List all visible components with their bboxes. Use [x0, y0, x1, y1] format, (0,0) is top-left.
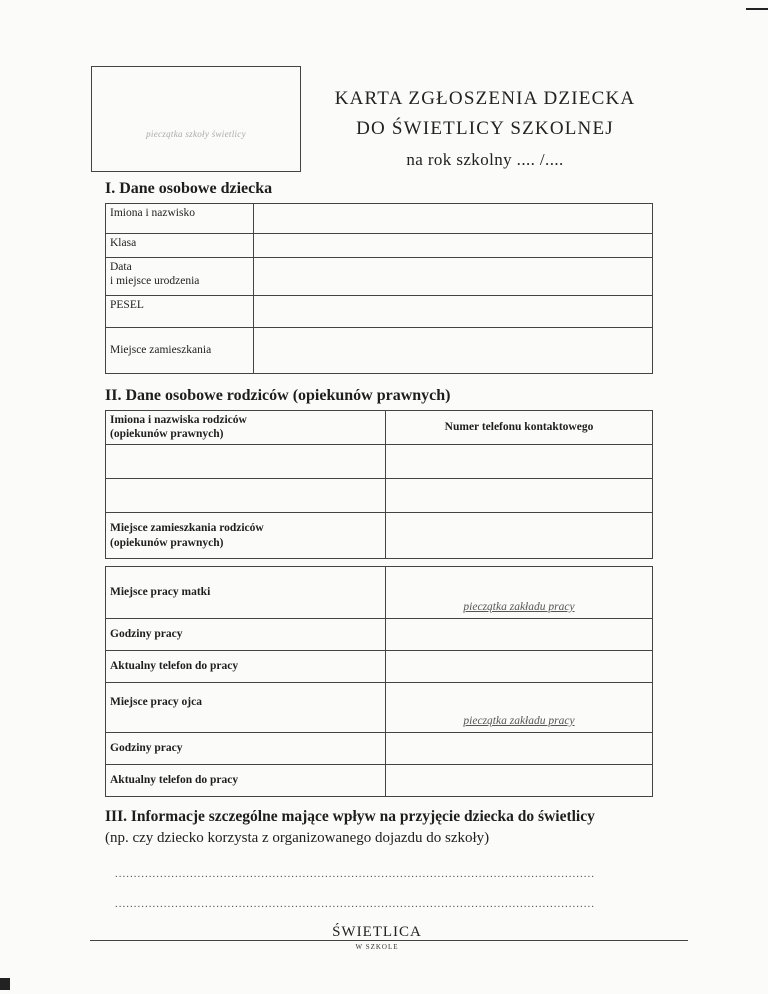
mother-workplace-label: Miejsce pracy matki	[106, 567, 386, 619]
mother-hours-label: Godziny pracy	[106, 619, 386, 651]
mother-phone-field[interactable]	[386, 651, 653, 683]
father-phone-label: Aktualny telefon do pracy	[106, 765, 386, 797]
table-row	[106, 567, 653, 619]
birth-date-label: Data	[110, 261, 132, 273]
table-row	[106, 651, 653, 683]
father-hours-label: Godziny pracy	[106, 733, 386, 765]
mother-phone-label: Aktualny telefon do pracy	[106, 651, 386, 683]
table-row	[106, 733, 653, 765]
row-label	[106, 296, 254, 328]
mother-hours-field[interactable]	[386, 619, 653, 651]
birth-place-label: i miejsce urodzenia	[110, 275, 200, 288]
name-label: Imiona i nazwisko	[110, 207, 195, 219]
notes-line-2[interactable]: ................................................................................................................................	[115, 898, 595, 910]
class-label: Klasa	[110, 237, 137, 249]
section3-subheading: (np. czy dziecko korzysta z organizowanego dojazdu do szkoły)	[105, 830, 490, 846]
footer-stamp-title: ŚWIETLICA	[332, 924, 422, 940]
table-row	[106, 765, 653, 797]
parents-address-line2: (opiekunów prawnych)	[110, 536, 224, 549]
address-field[interactable]	[254, 328, 653, 374]
father-phone-field[interactable]	[386, 765, 653, 797]
table-row	[106, 204, 653, 234]
school-stamp-box	[91, 66, 301, 172]
school-year: na rok szkolny .... /....	[406, 150, 564, 169]
table-row	[106, 296, 653, 328]
scan-edge-mark	[746, 0, 768, 10]
parents-address-label	[106, 513, 386, 559]
names-header-line1: Imiona i nazwiska rodziców	[110, 414, 247, 426]
birth-field[interactable]	[254, 258, 653, 296]
table-row	[106, 513, 653, 559]
form-title-line2: DO ŚWIETLICY SZKOLNEJ	[356, 118, 614, 139]
parent-name-field-2[interactable]	[106, 479, 386, 513]
parents-address-line1: Miejsce zamieszkania rodziców	[110, 522, 264, 535]
table-row	[106, 234, 653, 258]
names-header-line2: (opiekunów prawnych)	[110, 428, 224, 441]
table-row	[106, 258, 653, 296]
name-field[interactable]	[254, 204, 653, 234]
address-label: Miejsce zamieszkania	[110, 344, 212, 357]
row-label	[106, 328, 254, 374]
footer-stamp-subtitle: W SZKOLE	[355, 943, 399, 951]
row-label	[106, 234, 254, 258]
pesel-field[interactable]	[254, 296, 653, 328]
stamp-placeholder: pieczątka szkoły świetlicy	[146, 129, 246, 139]
parent-phone-field-2[interactable]	[386, 479, 653, 513]
parent-name-field-1[interactable]	[106, 445, 386, 479]
child-data-table	[105, 203, 653, 374]
table-row	[106, 411, 653, 445]
table-row	[106, 479, 653, 513]
parents-table	[105, 410, 653, 559]
notes-line-1[interactable]: ................................................................................................................................	[115, 868, 595, 880]
section3-heading: III. Informacje szczególne mające wpływ na przyjęcie dziecka do świetlicy	[105, 808, 595, 825]
parents-address-field[interactable]	[386, 513, 653, 559]
form-title-line1: KARTA ZGŁOSZENIA DZIECKA	[334, 88, 636, 109]
section2-heading: II. Dane osobowe rodziców (opiekunów prawnych)	[105, 387, 451, 404]
class-field[interactable]	[254, 234, 653, 258]
workplace-table	[105, 566, 653, 797]
father-hours-field[interactable]	[386, 733, 653, 765]
scan-corner-mark	[0, 978, 10, 990]
table-row	[106, 619, 653, 651]
section1-heading: I. Dane osobowe dziecka	[105, 180, 273, 197]
row-label	[106, 204, 254, 234]
table-row	[106, 683, 653, 733]
pesel-label: PESEL	[110, 299, 144, 311]
table-row	[106, 328, 653, 374]
phone-header: Numer telefonu kontaktowego	[386, 411, 653, 445]
father-stamp-area[interactable]	[386, 683, 653, 733]
row-label	[106, 258, 254, 296]
parent-phone-field-1[interactable]	[386, 445, 653, 479]
father-stamp-label: pieczątka zakładu pracy	[463, 714, 575, 727]
mother-stamp-label: pieczątka zakładu pracy	[463, 600, 575, 613]
names-header	[106, 411, 386, 445]
table-row	[106, 445, 653, 479]
father-workplace-label: Miejsce pracy ojca	[106, 683, 386, 733]
mother-stamp-area[interactable]	[386, 567, 653, 619]
